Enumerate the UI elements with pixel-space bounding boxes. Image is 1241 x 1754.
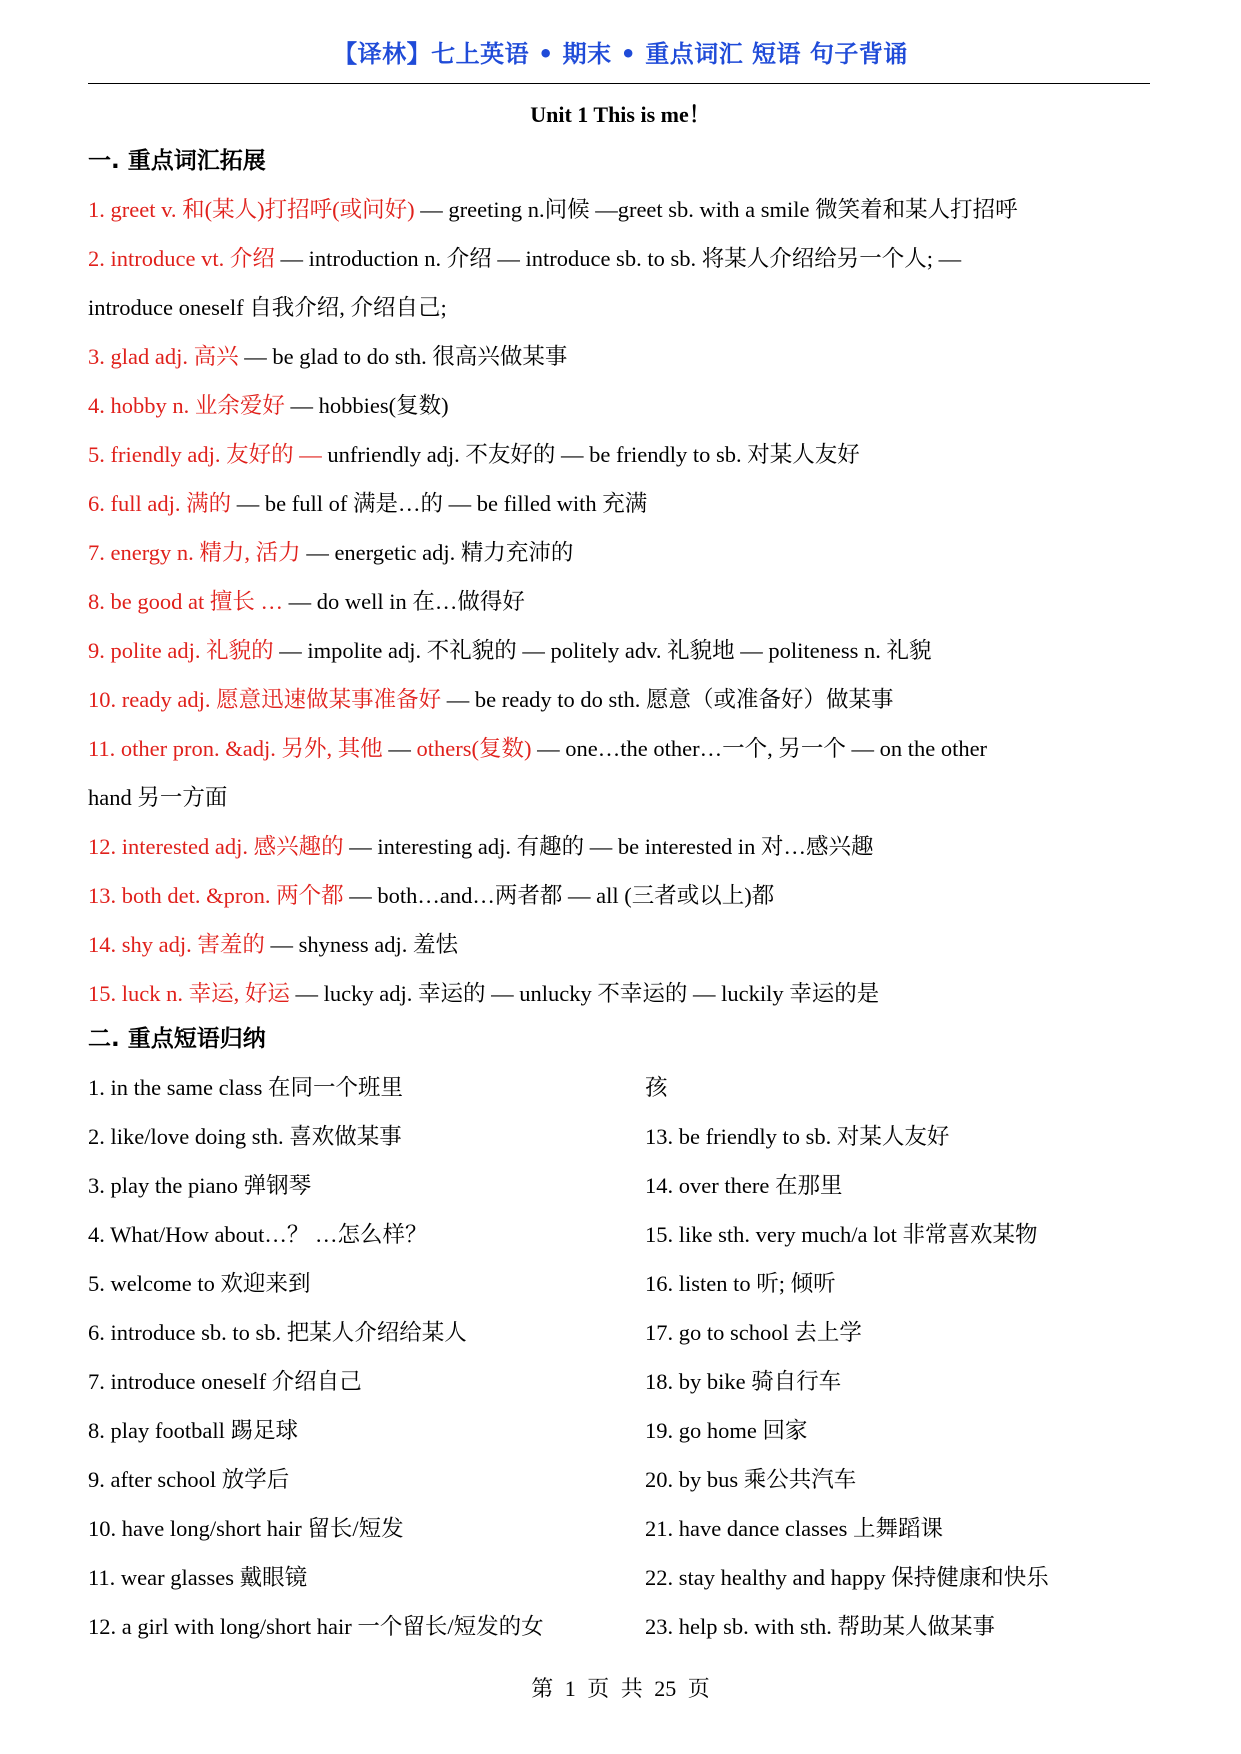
vocab-expansion-text: hand 另一方面	[88, 785, 228, 810]
page-number-footer: 第 1 页 共 25 页	[531, 1676, 710, 1701]
phrase-item: 11. wear glasses 戴眼镜	[88, 1565, 308, 1590]
vocab-line	[88, 484, 1158, 533]
vocab-line	[88, 288, 1158, 337]
vocab-line	[88, 778, 1158, 827]
vocab-expansion-text: — interesting adj. 有趣的 — be interested in 对…感兴趣	[343, 834, 874, 859]
phrase-item: 20. by bus 乘公共汽车	[645, 1467, 857, 1492]
phrase-section-title: 二. 重点短语归纳	[88, 1026, 266, 1052]
vocab-line	[88, 435, 1158, 484]
vocab-expansion-text: — lucky adj. 幸运的 — unlucky 不幸运的 — luckily 幸运的是	[289, 981, 880, 1006]
vocab-expansion-text: —	[382, 736, 417, 761]
vocab-expansion-text: — shyness adj. 羞怯	[264, 932, 458, 957]
phrase-item: 22. stay healthy and happy 保持健康和快乐	[645, 1565, 1049, 1590]
vocab-list	[88, 190, 1158, 1023]
vocab-headword-text: 1. greet v. 和(某人)打招呼(或问好)	[88, 197, 415, 222]
vocab-line	[88, 974, 1158, 1023]
phrase-item: 23. help sb. with sth. 帮助某人做某事	[645, 1614, 996, 1639]
phrase-item: 孩	[645, 1075, 668, 1100]
vocab-expansion-text: — hobbies(复数)	[284, 393, 449, 418]
vocab-section-title: 一. 重点词汇拓展	[88, 148, 266, 174]
phrase-item: 15. like sth. very much/a lot 非常喜欢某物	[645, 1222, 1038, 1247]
vocab-expansion-text: — be full of 满是…的 — be filled with 充满	[231, 491, 648, 516]
vocab-headword-text: 5. friendly adj. 友好的 —	[88, 442, 322, 467]
phrase-list-right-column	[645, 1068, 1165, 1656]
vocab-line	[88, 533, 1158, 582]
vocab-line	[88, 876, 1158, 925]
vocab-expansion-text: — do well in 在…做得好	[282, 589, 525, 614]
phrase-item: 2. like/love doing sth. 喜欢做某事	[88, 1124, 402, 1149]
vocab-headword-text: 6. full adj. 满的	[88, 491, 232, 516]
vocab-headword-text: 12. interested adj. 感兴趣的	[88, 834, 344, 859]
vocab-headword-text: others(复数)	[416, 736, 532, 761]
phrase-item: 7. introduce oneself 介绍自己	[88, 1369, 362, 1394]
vocab-expansion-text: — greeting n.问候 —greet sb. with a smile 微笑着和某人打招呼	[414, 197, 1018, 222]
vocab-headword-text: 7. energy n. 精力, 活力	[88, 540, 301, 565]
vocab-line	[88, 925, 1158, 974]
phrase-item: 4. What/How about…？ …怎么样？	[88, 1222, 428, 1247]
unit-title: Unit 1 This is me！	[530, 102, 711, 127]
vocab-line	[88, 729, 1158, 778]
vocab-headword-text: 14. shy adj. 害羞的	[88, 932, 265, 957]
vocab-expansion-text: — energetic adj. 精力充沛的	[300, 540, 574, 565]
phrase-item: 17. go to school 去上学	[645, 1320, 862, 1345]
phrase-list-left-column	[88, 1068, 643, 1656]
phrase-item: 3. play the piano 弹钢琴	[88, 1173, 312, 1198]
vocab-expansion-text: introduce oneself 自我介绍, 介绍自己;	[88, 295, 447, 320]
vocab-line	[88, 337, 1158, 386]
vocab-line	[88, 582, 1158, 631]
phrase-item: 13. be friendly to sb. 对某人友好	[645, 1124, 950, 1149]
phrase-item: 19. go home 回家	[645, 1418, 808, 1443]
vocab-expansion-text: — introduction n. 介绍 — introduce sb. to sb. 将某人介绍给另一个人; —	[274, 246, 962, 271]
vocab-line	[88, 239, 1158, 288]
vocab-line	[88, 631, 1158, 680]
vocab-line	[88, 680, 1158, 729]
vocab-headword-text: 10. ready adj. 愿意迅速做某事准备好	[88, 687, 442, 712]
vocab-line	[88, 386, 1158, 435]
phrase-item: 18. by bike 骑自行车	[645, 1369, 842, 1394]
vocab-headword-text: 9. polite adj. 礼貌的	[88, 638, 274, 663]
vocab-headword-text: 2. introduce vt. 介绍	[88, 246, 275, 271]
phrase-item: 1. in the same class 在同一个班里	[88, 1075, 403, 1100]
vocab-headword-text: 11. other pron. &adj. 另外, 其他	[88, 736, 383, 761]
phrase-item: 21. have dance classes 上舞蹈课	[645, 1516, 944, 1541]
phrase-item: 9. after school 放学后	[88, 1467, 290, 1492]
document-header-title: 【译林】七上英语 • 期末 • 重点词汇 短语 句子背诵	[333, 40, 908, 68]
vocab-expansion-text: — one…the other…一个, 另一个 — on the other	[531, 736, 988, 761]
vocab-headword-text: 4. hobby n. 业余爱好	[88, 393, 285, 418]
phrase-item: 10. have long/short hair 留长/短发	[88, 1516, 404, 1541]
header-divider	[88, 83, 1150, 84]
vocab-expansion-text: — both…and…两者都 — all (三者或以上)都	[343, 883, 775, 908]
vocab-expansion-text: — be ready to do sth. 愿意（或准备好）做某事	[441, 687, 894, 712]
vocab-headword-text: 15. luck n. 幸运, 好运	[88, 981, 290, 1006]
phrase-item: 6. introduce sb. to sb. 把某人介绍给某人	[88, 1320, 467, 1345]
vocab-expansion-text: unfriendly adj. 不友好的 — be friendly to sb. 对某人友好	[321, 442, 860, 467]
phrase-item: 12. a girl with long/short hair 一个留长/短发的女	[88, 1614, 544, 1639]
phrase-item: 5. welcome to 欢迎来到	[88, 1271, 311, 1296]
vocab-expansion-text: — be glad to do sth. 很高兴做某事	[238, 344, 568, 369]
vocab-headword-text: 13. both det. &pron. 两个都	[88, 883, 344, 908]
vocab-headword-text: 3. glad adj. 高兴	[88, 344, 239, 369]
phrase-item: 8. play football 踢足球	[88, 1418, 298, 1443]
vocab-expansion-text: — impolite adj. 不礼貌的 — politely adv. 礼貌地 — politeness n. 礼貌	[273, 638, 932, 663]
vocab-line	[88, 190, 1158, 239]
phrase-item: 14. over there 在那里	[645, 1173, 843, 1198]
vocab-headword-text: 8. be good at 擅长 …	[88, 589, 283, 614]
vocab-line	[88, 827, 1158, 876]
phrase-item: 16. listen to 听; 倾听	[645, 1271, 836, 1296]
